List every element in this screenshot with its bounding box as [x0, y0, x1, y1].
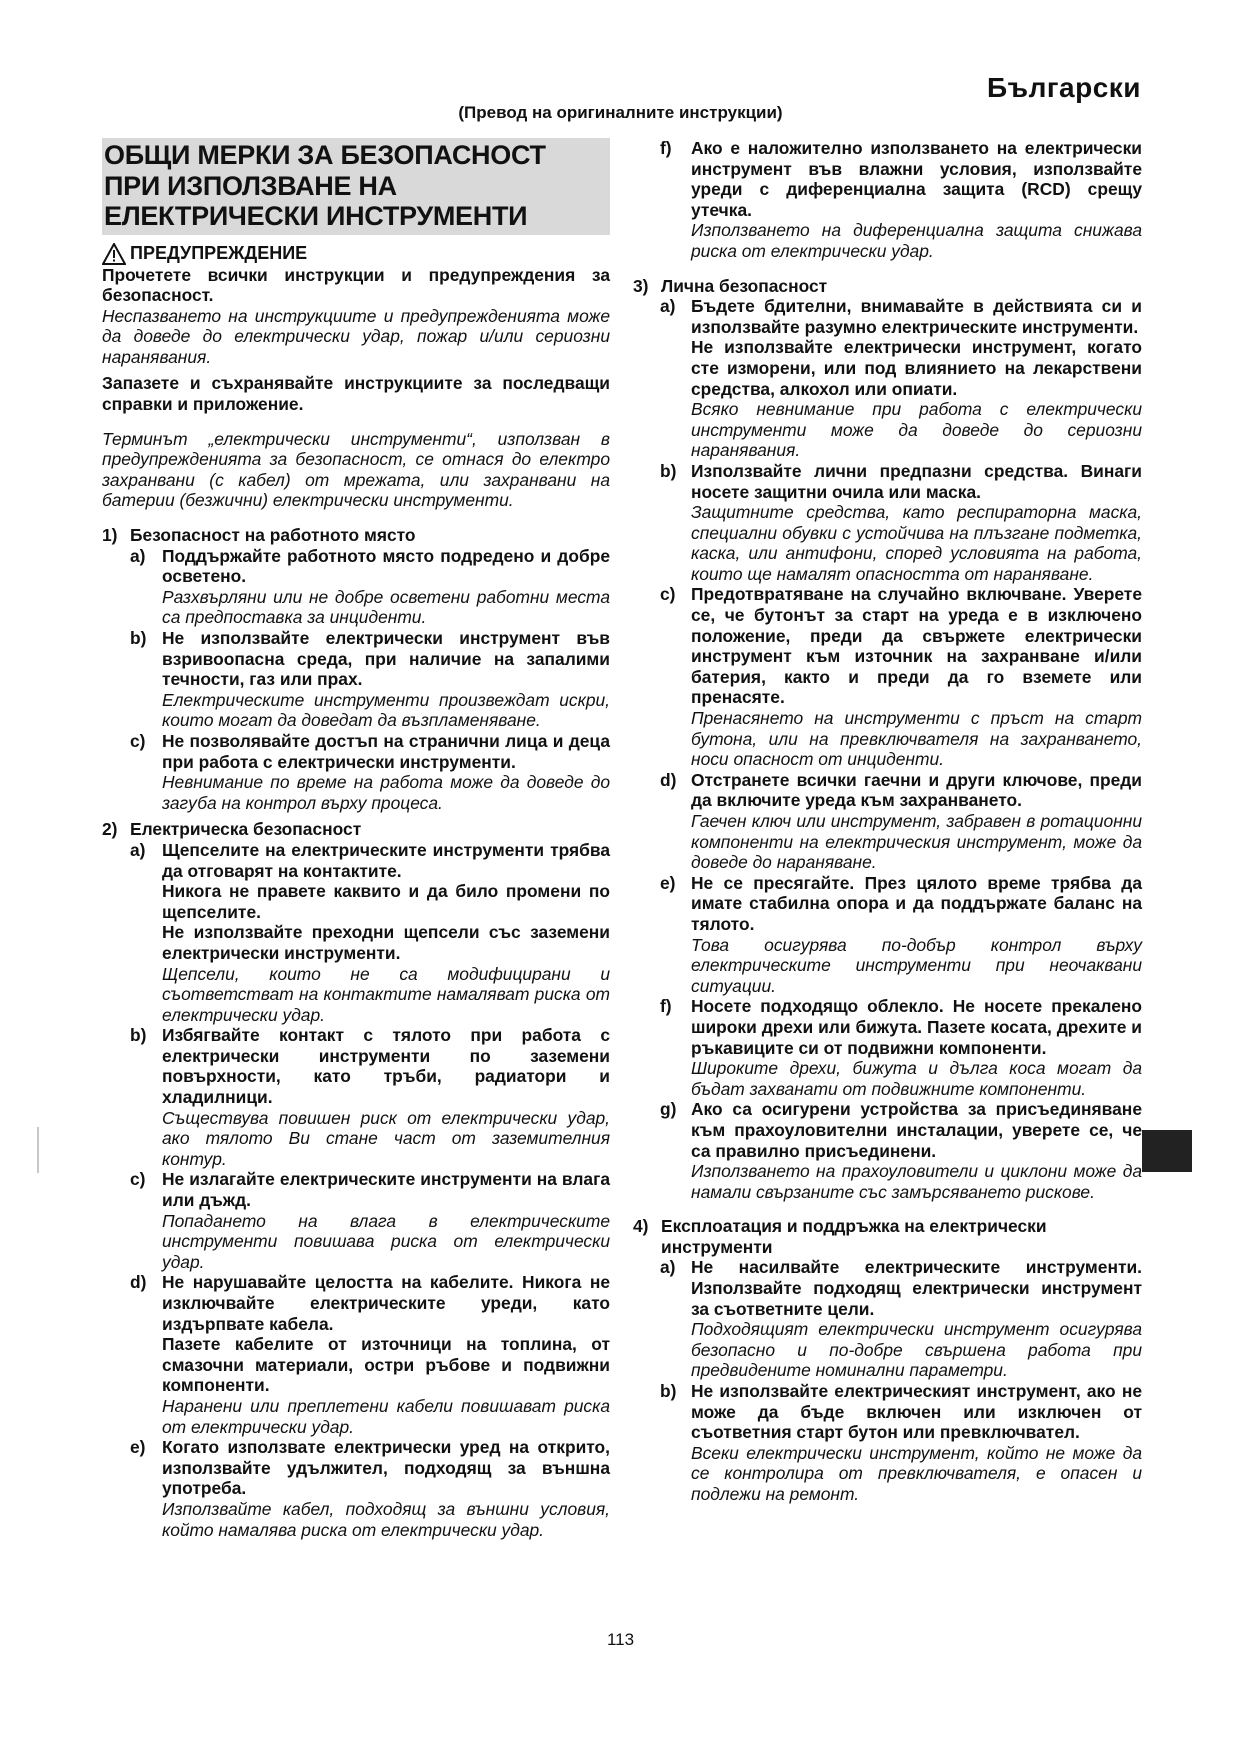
list-item: c) Не излагайте електрическите инструменти на влага или дъжд. Попадането на влага в електрическите инструменти повишава риска от електрически удар.	[130, 1169, 610, 1272]
warning-triangle-icon	[102, 243, 126, 265]
translation-subtitle: (Превод на оригиналните инструкции)	[458, 103, 783, 122]
list-item: f) Ако е наложително използването на електрически инструмент във влажни условия, използвайте уреди с диференциална защита (RCD) срещу утечка. Използването на диференциална защита снижава риска от електрически удар.	[660, 138, 1142, 261]
list-item: c) Не позволявайте достъп на странични лица и деца при работа с електрически инструменти. Невнимание по време на работа може да доведе до загуба на контрол върху процеса.	[130, 730, 610, 813]
language-label: Български	[987, 72, 1141, 103]
list-item: a) Не насилвайте електрическите инструменти. Използвайте подходящ електрически инструмент за съответните цели. Подходящият електрически инструмент осигурява безопасно и по-добре свършена работа при предвидените номинални параметри.	[660, 1257, 1142, 1381]
list-item: d) Отстранете всички гаечни и други ключове, преди да включите уреда към захранването. Гаечен ключ или инструмент, забравен в ротационни компоненти на електрическия инструмент, може да доведе до нараняване.	[660, 769, 1142, 873]
list-item: a) Поддържайте работното място подредено и добре осветено. Разхвърляни или не добре осветени работни места са предпоставка за инциденти.	[130, 545, 610, 628]
section-thumb-tab	[1142, 1130, 1192, 1172]
list-item: b) Не използвайте електрическият инструмент, ако не може да бъде включен или изключен от съответния старт бутон или превключвател. Всеки електрически инструмент, който не може да се контролира от превключвателя, е опасен и подлежи на ремонт.	[660, 1381, 1142, 1504]
section-2-heading: 2) Електрическа безопасност	[102, 819, 362, 840]
term-definition: Терминът „електрически инструменти“, използван в предупрежденията за безопасност, се отнася до електро захранвани (с кабел) от мрежата, или захранвани на батерии (безжични) електрически инструменти.	[102, 428, 610, 511]
list-item: f) Носете подходящо облекло. Не носете прекалено широки дрехи или бижута. Пазете косата, дрехите и ръкавиците си от подвижни компоненти. Широките дрехи, бижута и дълга коса могат да бъдат захванати от подвижните компоненти.	[660, 996, 1142, 1099]
list-item: d) Не нарушавайте целостта на кабелите. Никога не изключвайте електрическите уреди, като издърпвате кабела. Пазете кабелите от източници на топлина, от смазочни материали, остри ръбове и подвижни компоненти. Наранени или преплетени кабели повишават риска от електрически удар.	[130, 1272, 610, 1437]
right-column	[633, 138, 1142, 1505]
list-item: b) Избягвайте контакт с тялото при работа с електрически инструменти по заземени повърхности, като тръби, радиатори и хладилници. Съществува повишен риск от електрически удар, ако тялото Ви стане част от заземителния контур.	[130, 1025, 610, 1169]
list-item: b) Използвайте лични предпазни средства. Винаги носете защитни очила или маска. Защитните средства, като респираторна маска, специални обувки с устойчива на плъзгане подметка, каска, или антифони, според условията на работа, които ще намалят опасността от нараняване.	[660, 460, 1142, 584]
list-item: g) Ако са осигурени устройства за присъединяване към прахоуловителни инсталации, уверете се, че са правилно присъединени. Използването на прахоуловители и циклони може да намали свързаните със замърсяването рискове.	[660, 1099, 1142, 1202]
section-1-heading: 1) Безопасност на работното място	[102, 525, 416, 546]
warning-label: ПРЕДУПРЕЖДЕНИЕ	[130, 243, 308, 264]
list-item: a) Щепселите на електрическите инструменти трябва да отговарят на контактите. Никога не правете каквито и да било промени по щепселите. Не използвайте преходни щепсели със заземени електрически инструменти. Щепсели, които не са модифицирани и съответстват на контактите намаляват риска от електрически удар.	[130, 839, 610, 1025]
list-item: c) Предотвратяване на случайно включване. Уверете се, че бутонът за старт на уреда е в изключено положение, преди да свържете електрически инструмент към източник на захранване и/или батерия, както и преди да го вземете или пренасяте. Пренасянето на инструменти с пръст на старт бутона, или на превключвателя на захранването, носи опасност от инциденти.	[660, 584, 1142, 770]
left-column	[102, 138, 610, 1540]
list-item: b) Не използвайте електрически инструмент във взривоопасна среда, при наличие на запалими течности, газ или прах. Електрическите инструменти произвеждат искри, които могат да доведат да възпламеняване.	[130, 628, 610, 731]
edge-mark	[37, 1127, 39, 1173]
section-title: ОБЩИ МЕРКИ ЗА БЕЗОПАСНОСТ ПРИ ИЗПОЛЗВАНЕ НА ЕЛЕКТРИЧЕСКИ ИНСТРУМЕНТИ	[102, 138, 610, 235]
warning-heading	[102, 243, 610, 265]
list-item: e) Когато използвате електрически уред на открито, използвайте удължител, подходящ за външна употреба. Използвайте кабел, подходящ за външни условия, който намалява риска от електрически удар.	[130, 1437, 610, 1540]
section-3-heading: 3) Лична безопасност	[633, 275, 828, 296]
section-4-heading: 4) Експлоатация и поддръжка на електрически инструменти	[633, 1216, 1047, 1257]
page-number: 113	[606, 1630, 635, 1649]
intro-italic: Неспазването на инструкциите и предупрежденията може да доведе до електрически удар, пожар и/или сериозни наранявания.	[102, 305, 610, 367]
list-item: a) Бъдете бдителни, внимавайте в действията си и използвайте разумно електрическите инструменти. Не използвайте електрически инструмент, когато сте изморени, или под влиянието на лекарствени средства, алкохол или опиати. Всяко невнимание при работа с електрически инструменти може да доведе до сериозни наранявания.	[660, 296, 1142, 461]
keep-instructions: Запазете и съхранявайте инструкциите за последващи справки и приложение.	[102, 373, 610, 415]
intro-bold: Прочетете всички инструкции и предупреждения за безопасност.	[102, 264, 610, 306]
list-item: e) Не се пресягайте. През цялото време трябва да имате стабилна опора и да поддържате баланс на тялото. Това осигурява по-добър контрол върху електрическите инструменти при неочаквани ситуации.	[660, 872, 1142, 996]
